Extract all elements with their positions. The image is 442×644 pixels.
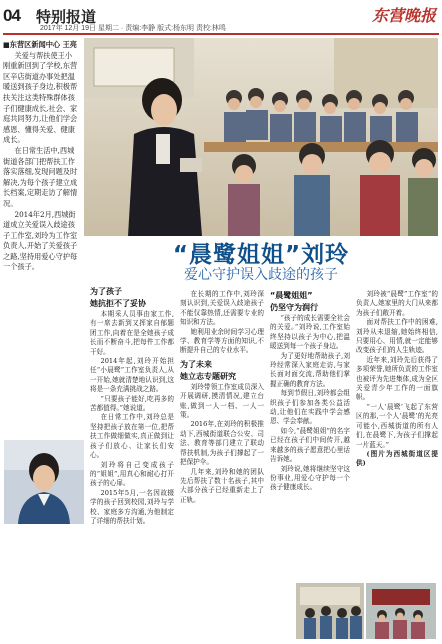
brief-title: ■东营区新闻中心 王亮 [3,40,77,49]
classroom-photo [84,38,438,236]
article-paragraph: 本期采人员事由家工作,有一席去新到又挥家自郁题团工作,向着在是全她孩子成长而不断奋斗,把每件工作都干好。 [90,310,174,356]
section-title: 特别报道 [36,9,97,26]
article-paragraph: 近年来,刘玲先后获得了多项荣誉,她所负责的工作室也被评为先进集体,成为全区关爱青少年工作的一面旗帜。 [356,355,438,402]
brief-paragraph: 在日常生活中,西城街道各部门把帮扶工作落实落细,发现问题及时解决,为每个孩子建立成长档案,定期走访了解情况。 [3,145,78,208]
brief-paragraph: 关爱与帮扶使王小刚重新回到了学校,东营区辛店街道办事处把温暖送到孩子身边,积极帮扶关注这类特殊群体孩子们健康成长,社会、家庭共同努力,让他们学会感恩、懂得关爱、健康成长。 [3,50,78,145]
subhead: “晨鹭姐姐” [270,291,313,300]
subhead: 为了孩子 [90,287,122,296]
page-number: 04 [3,6,20,25]
header-rule [3,33,439,35]
photo-caption: (图片为西城街道区提供) [356,449,438,468]
subhead: 为了未来 [180,359,212,369]
article-column-3 [270,290,350,493]
article-paragraph: 刘玲说,她将继续坚守这份事业,用爱心守护每一个孩子健康成长。 [270,464,350,492]
portrait-photo [4,440,84,524]
article-paragraph: 为了更好地帮助孩子,刘玲经常深入家庭走访,与家长面对面交流,帮助他们掌握正确的教育方法。 [270,351,350,388]
article-paragraph: 几年来,刘玲和她的团队先后帮扶了数十名孩子,其中大部分孩子已经重新走上了正轨。 [180,467,264,504]
article-paragraph: 每到节假日,刘玲都会组织孩子们参加各类公益活动,让他们在实践中学会感恩、学会奉献。 [270,389,350,426]
activity-photo [296,583,364,639]
subhead: 仍坚守为润行 [270,303,318,312]
article-column-1 [90,286,174,526]
subhead: 她立志专题研究 [180,371,236,381]
activity-photo [366,583,436,639]
article-paragraph: 2014年起,刘玲开始担任“小晨鹭”工作室负责人,从一开始,她就清楚地认识到,这将是一条充满挑战之路。 [90,357,174,394]
newspaper-logo: 东营晚报 [371,6,436,25]
article-paragraph: 刘玲带领工作室成员深入开展调研,摸清情况,建立台账,做到一人一档、一人一策。 [180,382,264,420]
article-paragraph: “一人‘晨鹭’飞起了东营区的那,一个人‘晨鹭’的光亮可能小,西城街道的所有人们,在晨鹭下,为孩子们撑起一片蓝天。” [356,402,438,449]
article-paragraph: 2015年5月,一名因故辍学的孩子回到校园,刘玲与学校、家庭多方沟通,为他制定了详细的帮扶计划。 [90,488,174,525]
subheadline: 爱心守护误入歧途的孩子 [184,267,338,283]
brief-paragraph: 2014年2月,西城街道成立关爱误入歧途孩子工作室,刘玲为工作室负责人,开始了关爱孩子之路,坚持用爱心守护每一个孩子。 [3,209,78,272]
article-column-4 [356,290,438,469]
article-paragraph: 在长期的工作中,刘玲深刻认识到,关爱误入歧途孩子不能仅靠热情,还需要专业的知识和方法。 [180,290,264,327]
subhead: 她抗拒不了妥协 [90,299,146,308]
article-paragraph: 如今,“晨鹭姐姐”的名字已经在孩子们中间传开,越来越多的孩子愿意把心里话告诉她。 [270,426,350,464]
brief-column [3,40,79,273]
article-paragraph: “孩子的成长需要全社会的关爱。”刘玲说,工作室始终坚持以孩子为中心,把温暖送到每一个孩子身边。 [270,314,350,351]
issue-meta: 2017年 12月 19日 星期二 · 责编:李静 版式:杨东明 责校:林鸣 [40,25,226,32]
article-paragraph: 在日常工作中,刘玲总是坚持把孩子放在第一位,把帮扶工作做细做实,真正做到让孩子们放心、让家长们安心。 [90,413,174,460]
article-paragraph: 她利用业余时间学习心理学、教育学等方面的知识,不断提升自己的专业水平。 [180,327,264,355]
article-paragraph: 面对帮扶工作中的困难,刘玲从未退缩,她始终相信,只要用心、用情,就一定能够改变孩子们的人生轨迹。 [356,318,438,355]
article-paragraph: 刘玲被“晨鹭”工作室“的负责人,她家里的大门从来都为孩子们敞开着。 [356,290,438,317]
article-paragraph: 刘玲将自己变成孩子的“姐姐”,用真心和耐心打开孩子的心扉。 [90,460,174,488]
headline: “晨鹭姐姐”刘玲 [172,242,350,268]
article-paragraph: 2016年,在刘玲的积极推动下,西城街道联合公安、司法、教育等部门建立了联动帮扶机制,为孩子们撑起了一把保护伞。 [180,420,264,467]
article-column-2 [180,290,264,505]
article-paragraph: “只要孩子能好,吃再多的苦都值得。”她说道。 [90,394,174,413]
